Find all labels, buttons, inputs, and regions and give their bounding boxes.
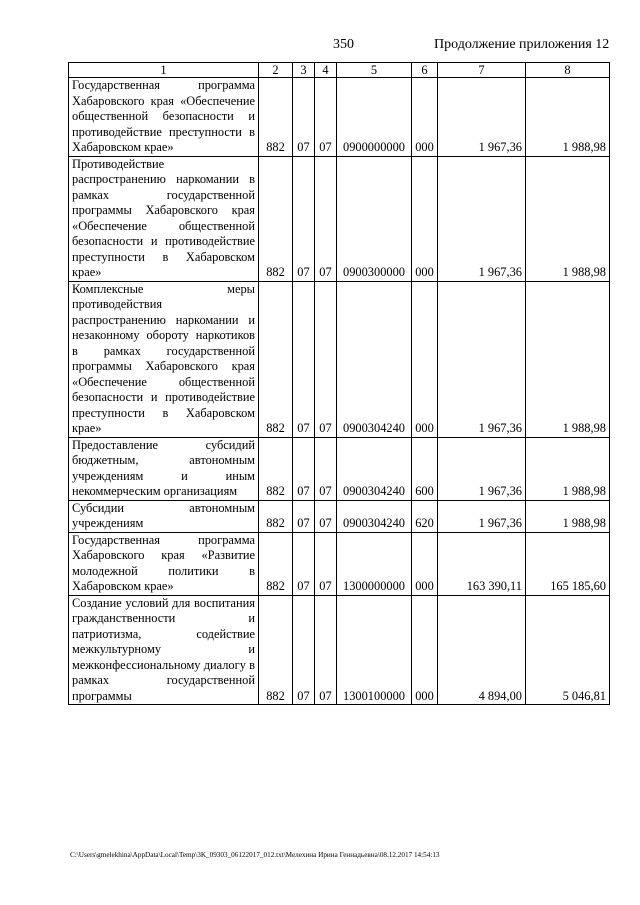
section-code: 07	[293, 500, 315, 532]
amount-year-1: 163 390,11	[438, 532, 526, 595]
section-code: 07	[293, 595, 315, 705]
subsection-code: 07	[315, 595, 337, 705]
table-row	[69, 595, 610, 705]
subsection-code: 07	[315, 500, 337, 532]
ministry-code: 882	[259, 437, 293, 500]
ministry-code: 882	[259, 532, 293, 595]
expense-type-code: 620	[412, 500, 438, 532]
column-header: 4	[315, 63, 337, 78]
item-name: Предоставление субсидий бюджетным, автономным учреждениям и иным некоммерческим организациям	[69, 437, 259, 500]
amount-year-1: 1 967,36	[438, 78, 526, 157]
subsection-code: 07	[315, 532, 337, 595]
ministry-code: 882	[259, 500, 293, 532]
column-header: 6	[412, 63, 438, 78]
item-name: Создание условий для воспитания гражданственности и патриотизма, содействие межкультурному и межконфессиональному диалогу в рамках государственной программы	[69, 595, 259, 705]
target-article-code: 0900000000	[337, 78, 412, 157]
expense-type-code: 000	[412, 281, 438, 437]
expense-type-code: 600	[412, 437, 438, 500]
table-row	[69, 532, 610, 595]
amount-year-1: 1 967,36	[438, 437, 526, 500]
header-row	[69, 63, 610, 78]
item-name: Государственная программа Хабаровского края «Обеспечение общественной безопасности и противодействие преступности в Хабаровском крае»	[69, 78, 259, 157]
amount-year-1: 1 967,36	[438, 500, 526, 532]
section-code: 07	[293, 156, 315, 281]
subsection-code: 07	[315, 156, 337, 281]
item-name: Государственная программа Хабаровского края «Развитие молодежной политики в Хабаровском крае»	[69, 532, 259, 595]
item-name: Противодействие распространению наркомании в рамках государственной программы Хабаровского края «Обеспечение общественной безопасности и противодействие преступности в Хабаровском крае»	[69, 156, 259, 281]
budget-table	[68, 62, 610, 705]
amount-year-2: 1 988,98	[526, 156, 610, 281]
expense-type-code: 000	[412, 156, 438, 281]
target-article-code: 0900304240	[337, 281, 412, 437]
page-number: 350	[333, 37, 354, 52]
ministry-code: 882	[259, 78, 293, 157]
column-header: 1	[69, 63, 259, 78]
target-article-code: 1300100000	[337, 595, 412, 705]
amount-year-1: 4 894,00	[438, 595, 526, 705]
item-name: Комплексные меры противодействия распространению наркомании и незаконному обороту наркотиков в рамках государственной программы Хабаровского края «Обеспечение общественной безопасности и противодействие преступности в Хабаровском крае»	[69, 281, 259, 437]
subsection-code: 07	[315, 78, 337, 157]
item-name: Субсидии автономным учреждениям	[69, 500, 259, 532]
amount-year-2: 5 046,81	[526, 595, 610, 705]
table-row	[69, 156, 610, 281]
ministry-code: 882	[259, 281, 293, 437]
section-code: 07	[293, 78, 315, 157]
target-article-code: 0900300000	[337, 156, 412, 281]
table-row	[69, 437, 610, 500]
amount-year-2: 165 185,60	[526, 532, 610, 595]
ministry-code: 882	[259, 156, 293, 281]
expense-type-code: 000	[412, 532, 438, 595]
expense-type-code: 000	[412, 78, 438, 157]
amount-year-1: 1 967,36	[438, 156, 526, 281]
amount-year-2: 1 988,98	[526, 78, 610, 157]
target-article-code: 0900304240	[337, 437, 412, 500]
column-header: 3	[293, 63, 315, 78]
section-code: 07	[293, 437, 315, 500]
table-row	[69, 281, 610, 437]
ministry-code: 882	[259, 595, 293, 705]
column-header: 8	[526, 63, 610, 78]
column-header: 2	[259, 63, 293, 78]
expense-type-code: 000	[412, 595, 438, 705]
amount-year-1: 1 967,36	[438, 281, 526, 437]
column-header: 7	[438, 63, 526, 78]
amount-year-2: 1 988,98	[526, 437, 610, 500]
target-article-code: 0900304240	[337, 500, 412, 532]
target-article-code: 1300000000	[337, 532, 412, 595]
section-code: 07	[293, 532, 315, 595]
column-header: 5	[337, 63, 412, 78]
table-row	[69, 78, 610, 157]
file-path-footer: C:\Users\gmelekhina\AppData\Local\Temp\3K_09303_06122017_012.txt\Мелехина Ирина Геннадьевна\08.12.2017 14:54:13	[70, 851, 440, 859]
continuation-title: Продолжение приложения 12	[434, 37, 610, 52]
section-code: 07	[293, 281, 315, 437]
subsection-code: 07	[315, 281, 337, 437]
table-row	[69, 500, 610, 532]
amount-year-2: 1 988,98	[526, 281, 610, 437]
subsection-code: 07	[315, 437, 337, 500]
amount-year-2: 1 988,98	[526, 500, 610, 532]
